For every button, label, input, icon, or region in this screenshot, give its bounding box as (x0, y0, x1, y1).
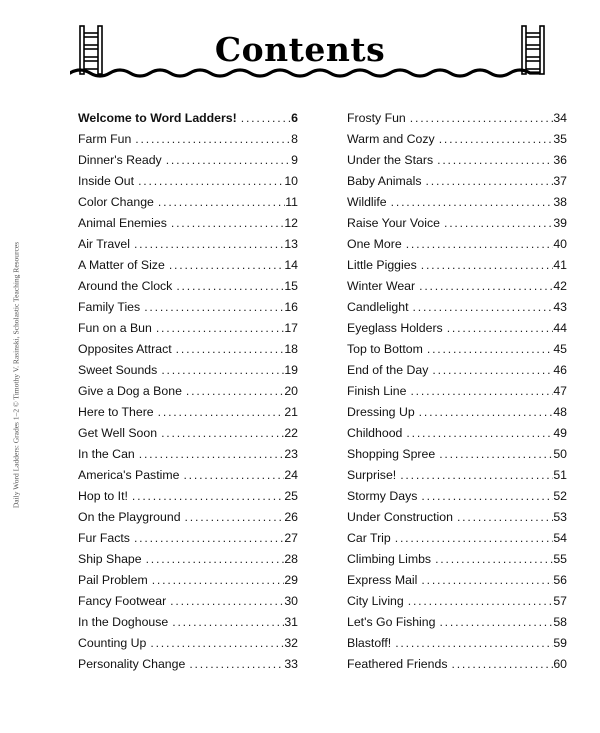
toc-entry (78, 591, 298, 612)
dot-leader (162, 150, 291, 171)
toc-entry-page: 39 (553, 216, 567, 230)
toc-entry-title: America's Pastime (78, 468, 180, 482)
toc-entry-title: Feathered Friends (347, 657, 448, 671)
toc-entry-page: 41 (553, 258, 567, 272)
toc-entry-title: Stormy Days (347, 489, 418, 503)
toc-entry-title: Counting Up (78, 636, 147, 650)
toc-entry-page: 46 (553, 363, 567, 377)
dot-leader (131, 129, 291, 150)
toc-entry-title: Raise Your Voice (347, 216, 440, 230)
toc-entry-title: Get Well Soon (78, 426, 158, 440)
dot-leader (179, 465, 284, 486)
toc-entry-page: 44 (553, 321, 567, 335)
toc-entry-page: 28 (284, 552, 298, 566)
toc-entry-title: Sweet Sounds (78, 363, 158, 377)
dot-leader (157, 423, 284, 444)
toc-entry-page: 25 (284, 489, 298, 503)
toc-entry-title: Finish Line (347, 384, 407, 398)
dot-leader (423, 339, 553, 360)
toc-entry-page: 23 (284, 447, 298, 461)
toc-entry-title: Express Mail (347, 573, 418, 587)
toc-entry (78, 549, 298, 570)
toc-entry-page: 42 (553, 279, 567, 293)
toc-entry-title: Family Ties (78, 300, 141, 314)
toc-entry-title: In the Can (78, 447, 135, 461)
toc-entry (78, 108, 298, 129)
dot-leader (134, 171, 284, 192)
toc-entry (78, 234, 298, 255)
toc-entry (347, 486, 567, 507)
toc-entry-title: Dressing Up (347, 405, 415, 419)
toc-entry-title: Wildlife (347, 195, 387, 209)
dot-leader (435, 129, 554, 150)
toc-entry-page: 12 (284, 216, 298, 230)
dot-leader (154, 402, 285, 423)
toc-entry-title: Around the Clock (78, 279, 173, 293)
toc-entry (78, 318, 298, 339)
toc-entry (78, 633, 298, 654)
dot-leader (402, 234, 554, 255)
toc-entry (78, 276, 298, 297)
toc-entry-title: Color Change (78, 195, 154, 209)
toc-entry (347, 318, 567, 339)
toc-entry-page: 56 (553, 573, 567, 587)
dot-leader (453, 507, 553, 528)
dot-leader (415, 402, 554, 423)
dot-leader (402, 423, 553, 444)
toc-entry (347, 591, 567, 612)
toc-entry-page: 34 (553, 111, 567, 125)
toc-entry (347, 423, 567, 444)
toc-entry-page: 43 (553, 300, 567, 314)
dot-leader (172, 339, 285, 360)
toc-entry (78, 339, 298, 360)
dot-leader (182, 381, 284, 402)
toc-entry (347, 507, 567, 528)
dot-leader (152, 318, 284, 339)
dot-leader (417, 255, 554, 276)
dot-leader (130, 528, 284, 549)
toc-entry-page: 32 (284, 636, 298, 650)
dot-leader (391, 528, 554, 549)
toc-entry-page: 17 (284, 321, 298, 335)
toc-entry-page: 19 (284, 363, 298, 377)
toc-entry-title: Frosty Fun (347, 111, 406, 125)
toc-entry-title: Winter Wear (347, 279, 416, 293)
toc-entry-title: Give a Dog a Bone (78, 384, 182, 398)
dot-leader (435, 444, 553, 465)
toc-entry (78, 192, 298, 213)
toc-entry-title: A Matter of Size (78, 258, 165, 272)
dot-leader (148, 570, 285, 591)
toc-entry-page: 53 (553, 510, 567, 524)
dot-leader (168, 612, 284, 633)
toc-entry (347, 612, 567, 633)
page-title: Contents (214, 30, 386, 69)
toc-entry-page: 33 (284, 657, 298, 671)
toc-entry (78, 297, 298, 318)
toc-entry-page: 22 (284, 426, 298, 440)
dot-leader (415, 276, 553, 297)
toc-entry-page: 11 (285, 195, 298, 209)
toc-entry (78, 213, 298, 234)
toc-entry (78, 507, 298, 528)
dot-leader (396, 465, 553, 486)
dot-leader (154, 192, 285, 213)
toc-entry-title: Shopping Spree (347, 447, 436, 461)
toc-entry-page: 55 (553, 552, 567, 566)
dot-leader (167, 213, 284, 234)
dot-leader (440, 213, 553, 234)
toc-entry-page: 29 (284, 573, 298, 587)
toc-entry-page: 27 (284, 531, 298, 545)
dot-leader (447, 654, 553, 675)
dot-leader (417, 486, 553, 507)
dot-leader (185, 654, 284, 675)
toc-entry-title: Under Construction (347, 510, 453, 524)
toc-entry-title: Blastoff! (347, 636, 392, 650)
toc-entry (347, 297, 567, 318)
toc-entry (78, 150, 298, 171)
toc-entry-title: Here to There (78, 405, 154, 419)
toc-entry-title: Hop to It! (78, 489, 128, 503)
toc-entry-page: 37 (553, 174, 567, 188)
toc-entry-page: 45 (553, 342, 567, 356)
dot-leader (435, 612, 553, 633)
toc-entry-title: Eyeglass Holders (347, 321, 443, 335)
toc-entry-title: Little Piggies (347, 258, 417, 272)
dot-leader (387, 192, 554, 213)
toc-entry-title: On the Playground (78, 510, 181, 524)
toc-entry-title: Air Travel (78, 237, 130, 251)
toc-entry-page: 40 (553, 237, 567, 251)
side-credit: Daily Word Ladders: Grades 1–2 © Timothy V. Rasinski, Scholastic Teaching Resources (11, 241, 21, 509)
toc-entry-page: 30 (284, 594, 298, 608)
toc-entry-page: 24 (284, 468, 298, 482)
toc-entry-page: 36 (553, 153, 567, 167)
dot-leader (428, 360, 553, 381)
toc-entry-page: 14 (284, 258, 298, 272)
toc-entry-title: Ship Shape (78, 552, 142, 566)
toc-entry-page: 6 (291, 111, 298, 125)
toc-entry-title: Car Trip (347, 531, 391, 545)
wavy-divider (70, 64, 540, 82)
toc-entry (347, 234, 567, 255)
toc-entry-page: 16 (284, 300, 298, 314)
toc-entry (78, 129, 298, 150)
toc-entry (347, 444, 567, 465)
toc-entry (347, 465, 567, 486)
toc-entry-title: Under the Stars (347, 153, 434, 167)
dot-leader (431, 549, 553, 570)
toc-entry-title: Warm and Cozy (347, 132, 435, 146)
toc-entry (78, 402, 298, 423)
toc-entry-title: Surprise! (347, 468, 397, 482)
dot-leader (181, 507, 285, 528)
toc-entry-title: Fancy Footwear (78, 594, 167, 608)
toc-entry (347, 381, 567, 402)
dot-leader (406, 108, 554, 129)
toc-entry-page: 26 (284, 510, 298, 524)
toc-entry-title: One More (347, 237, 402, 251)
toc-entry-page: 48 (553, 405, 567, 419)
toc-entry-page: 8 (291, 132, 298, 146)
toc-entry-page: 38 (553, 195, 567, 209)
toc-entry (347, 402, 567, 423)
toc-entry-title: Let's Go Fishing (347, 615, 436, 629)
toc-entry (78, 465, 298, 486)
toc-entry-page: 50 (553, 447, 567, 461)
dot-leader (404, 591, 554, 612)
toc-entry-title: Welcome to Word Ladders! (78, 111, 237, 125)
toc-entry (78, 570, 298, 591)
toc-entry-page: 58 (553, 615, 567, 629)
toc-entry (78, 486, 298, 507)
toc-entry-title: End of the Day (347, 363, 429, 377)
toc-entry-title: Childhood (347, 426, 403, 440)
toc-entry (78, 171, 298, 192)
dot-leader (433, 150, 553, 171)
toc-entry (347, 360, 567, 381)
toc-entry-page: 9 (291, 153, 298, 167)
toc-entry (347, 108, 567, 129)
toc-entry (78, 654, 298, 675)
toc-entry-title: Animal Enemies (78, 216, 167, 230)
dot-leader (409, 297, 554, 318)
toc-left-column (78, 108, 298, 675)
toc-right-column (347, 108, 567, 675)
toc-entry-title: City Living (347, 594, 404, 608)
toc-entry-page: 51 (553, 468, 567, 482)
toc-entry-page: 47 (553, 384, 567, 398)
header (0, 0, 600, 100)
toc-entry-title: Baby Animals (347, 174, 422, 188)
dot-leader (406, 381, 553, 402)
toc-entry-page: 52 (553, 489, 567, 503)
dot-leader (140, 297, 284, 318)
toc-entry-page: 54 (553, 531, 567, 545)
dot-leader (128, 486, 284, 507)
dot-leader (237, 108, 291, 129)
toc-entry-title: Top to Bottom (347, 342, 423, 356)
toc-entry (347, 129, 567, 150)
toc-entry (347, 528, 567, 549)
toc-entry (347, 549, 567, 570)
toc-entry-page: 20 (284, 384, 298, 398)
toc-entry-title: Personality Change (78, 657, 186, 671)
toc-entry-title: Climbing Limbs (347, 552, 432, 566)
dot-leader (130, 234, 284, 255)
toc-entry-page: 31 (284, 615, 298, 629)
toc-entry (347, 213, 567, 234)
toc-entry (78, 612, 298, 633)
toc-entry-page: 18 (284, 342, 298, 356)
dot-leader (146, 633, 284, 654)
dot-leader (157, 360, 284, 381)
toc-entry (347, 171, 567, 192)
dot-leader (165, 255, 285, 276)
toc-entry-title: Pail Problem (78, 573, 148, 587)
toc-entry-page: 10 (284, 174, 298, 188)
toc-entry-title: Inside Out (78, 174, 135, 188)
toc-entry (347, 255, 567, 276)
toc-entry-title: Fur Facts (78, 531, 130, 545)
dot-leader (142, 549, 285, 570)
toc-entry-title: Candlelight (347, 300, 409, 314)
toc-entry-page: 21 (284, 405, 298, 419)
toc-entry-page: 57 (553, 594, 567, 608)
toc-entry-page: 35 (553, 132, 567, 146)
toc-entry-title: Dinner's Ready (78, 153, 162, 167)
toc-entry (347, 192, 567, 213)
toc-entry (347, 633, 567, 654)
toc-entry-page: 60 (553, 657, 567, 671)
toc-entry-page: 15 (284, 279, 298, 293)
toc-entry (347, 570, 567, 591)
toc-entry-page: 59 (553, 636, 567, 650)
toc-entry-page: 13 (284, 237, 298, 251)
toc-entry (347, 276, 567, 297)
dot-leader (422, 171, 554, 192)
dot-leader (391, 633, 553, 654)
dot-leader (166, 591, 284, 612)
dot-leader (443, 318, 554, 339)
toc-entry-title: In the Doghouse (78, 615, 169, 629)
toc-entry (347, 654, 567, 675)
toc-entry-title: Farm Fun (78, 132, 132, 146)
toc-entry-title: Fun on a Bun (78, 321, 152, 335)
toc-entry (78, 381, 298, 402)
dot-leader (417, 570, 553, 591)
dot-leader (135, 444, 285, 465)
toc-entry (78, 255, 298, 276)
toc-entry-page: 49 (553, 426, 567, 440)
toc-entry (347, 339, 567, 360)
dot-leader (172, 276, 284, 297)
toc-entry (78, 423, 298, 444)
toc-entry (78, 444, 298, 465)
toc-entry (78, 528, 298, 549)
toc-entry (347, 150, 567, 171)
toc-entry (78, 360, 298, 381)
toc-entry-title: Opposites Attract (78, 342, 172, 356)
